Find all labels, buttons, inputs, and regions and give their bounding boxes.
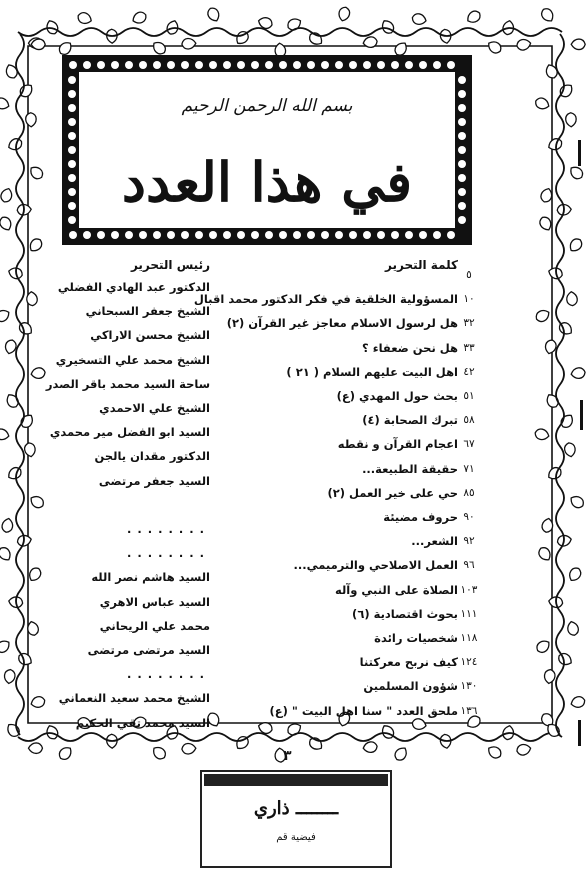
- frame-dot: [167, 231, 175, 239]
- vine-leaf-icon: [307, 735, 324, 752]
- toc-entry: [218, 675, 480, 697]
- vine-leaf-icon: [556, 651, 573, 667]
- toc-entry: [218, 579, 480, 601]
- frame-dot: [125, 231, 133, 239]
- frame-dot: [279, 61, 287, 69]
- frame-dot: [111, 61, 119, 69]
- vine-leaf-icon: [150, 39, 167, 56]
- page-number: ٣: [283, 748, 292, 764]
- vine-leaf-icon: [534, 96, 551, 111]
- frame-dot: [153, 231, 161, 239]
- toc-page-number: ٦٧: [463, 438, 475, 451]
- vine-leaf-icon: [564, 442, 577, 458]
- frame-dot-row: [69, 231, 455, 239]
- frame-dot: [223, 231, 231, 239]
- toc-article-title: كيف نربح معركتنا: [359, 655, 458, 670]
- frame-dot: [363, 231, 371, 239]
- frame-dot: [419, 61, 427, 69]
- frame-dot: [209, 61, 217, 69]
- frame-dot: [391, 231, 399, 239]
- vine-leaf-icon: [5, 721, 22, 738]
- toc-page-number: ٣٣: [463, 341, 475, 354]
- frame-dot: [458, 160, 466, 168]
- frame-dot: [458, 90, 466, 98]
- frame-dot: [458, 216, 466, 224]
- vine-leaf-icon: [559, 412, 576, 429]
- frame-dot: [68, 174, 76, 182]
- header-frame: [62, 55, 472, 245]
- toc-entry: [218, 530, 480, 552]
- vine-leaf-icon: [567, 566, 583, 583]
- toc-article-title: بحث حول المهدي (ع): [336, 389, 458, 403]
- vine-leaf-icon: [0, 215, 13, 232]
- frame-dot: [153, 61, 161, 69]
- frame-dot: [335, 231, 343, 239]
- board-heading: رئيس التحرير: [130, 258, 210, 272]
- board-member-name: السيد محمد تقي الحكيم: [75, 715, 210, 730]
- frame-dot: [68, 76, 76, 84]
- frame-dot: [139, 61, 147, 69]
- frame-dot: [68, 118, 76, 126]
- frame-dot: [433, 61, 441, 69]
- frame-dot: [458, 76, 466, 84]
- toc-page-number: ١١١: [460, 607, 478, 620]
- frame-dot: [69, 61, 77, 69]
- toc-page-number: ٥٨: [463, 414, 475, 427]
- toc-entry: [218, 482, 480, 504]
- vine-leaf-icon: [565, 113, 576, 127]
- toc-article-title: حروف مضيئة: [383, 510, 458, 524]
- frame-dot: [458, 132, 466, 140]
- vine-leaf-icon: [539, 6, 556, 23]
- vine-leaf-icon: [571, 39, 585, 50]
- vine-leaf-icon: [0, 96, 11, 111]
- vine-leaf-icon: [182, 38, 197, 49]
- frame-dot: [68, 90, 76, 98]
- vine-leaf-icon: [45, 19, 60, 36]
- frame-dot: [307, 231, 315, 239]
- toc-page-number: ٣٢: [463, 317, 475, 330]
- toc-page-number: ٨٥: [463, 486, 475, 499]
- board-member: [32, 663, 210, 685]
- vine-leaf-icon: [570, 367, 585, 379]
- vine-leaf-icon: [150, 744, 167, 761]
- frame-dot: [181, 231, 189, 239]
- toc-article-title: هل لرسول الاسلام معاجز غير القرآن (٢): [226, 316, 458, 331]
- scan-edge-mark: [578, 720, 581, 746]
- toc-entry: [218, 458, 480, 480]
- board-member-name: ........: [127, 667, 210, 682]
- toc-page-number: ٧١: [463, 462, 475, 475]
- vine-leaf-icon: [6, 465, 23, 481]
- toc-entry: [218, 651, 480, 673]
- frame-dot: [68, 146, 76, 154]
- frame-dot: [139, 231, 147, 239]
- frame-dot: [391, 61, 399, 69]
- toc-article-title: شخصيات رائدة: [374, 631, 458, 645]
- board-member: [32, 445, 210, 467]
- frame-dot: [68, 202, 76, 210]
- frame-dot: [349, 231, 357, 239]
- frame-dot: [68, 104, 76, 112]
- library-stamp: [200, 770, 392, 868]
- vine-leaf-icon: [1, 518, 14, 534]
- toc-entry: [218, 312, 480, 334]
- toc-entry: [218, 506, 480, 528]
- vine-leaf-icon: [0, 638, 12, 655]
- vine-leaf-icon: [566, 291, 578, 306]
- frame-dot: [349, 61, 357, 69]
- frame-dot: [251, 61, 259, 69]
- vine-leaf-icon: [0, 187, 14, 204]
- vine-leaf-icon: [31, 39, 45, 50]
- toc-entry: [218, 700, 480, 722]
- vine-leaf-icon: [363, 741, 378, 753]
- board-member: [32, 373, 210, 395]
- vine-leaf-icon: [76, 11, 93, 26]
- frame-dot-row: [68, 76, 76, 224]
- frame-dot: [68, 216, 76, 224]
- board-member: [32, 639, 210, 661]
- frame-dot: [111, 231, 119, 239]
- vine-leaf-icon: [566, 620, 580, 636]
- vine-leaf-icon: [568, 494, 585, 511]
- vine-leaf-icon: [570, 695, 586, 709]
- vine-leaf-icon: [486, 39, 503, 56]
- vine-leaf-icon: [465, 9, 482, 25]
- frame-dot: [68, 132, 76, 140]
- board-member-name: الشيخ جعفر السبحاني: [85, 304, 210, 319]
- vine-leaf-icon: [411, 13, 427, 26]
- board-member: [32, 470, 210, 492]
- frame-dot: [433, 231, 441, 239]
- board-member-name: محمد علي الريحاني: [99, 618, 210, 633]
- toc-entry: [218, 337, 480, 359]
- toc-article-title: الشعر...: [411, 534, 458, 549]
- board-member-name: السيد ابو الفضل مير محمدي: [49, 425, 210, 440]
- toc-article-title: العمل الاصلاحي والترميمي...: [293, 558, 458, 573]
- toc-entry: [218, 385, 480, 407]
- frame-dot: [68, 188, 76, 196]
- vine-leaf-icon: [0, 428, 10, 441]
- vine-leaf-icon: [538, 215, 554, 232]
- vine-leaf-icon: [547, 137, 564, 152]
- frame-dot: [458, 146, 466, 154]
- frame-dot: [83, 231, 91, 239]
- toc-article-title: هل نحن ضعفاء ؟: [362, 340, 458, 355]
- frame-dot: [209, 231, 217, 239]
- frame-dot: [321, 61, 329, 69]
- frame-dot: [68, 160, 76, 168]
- board-member: [32, 542, 210, 564]
- vine-leaf-icon: [534, 428, 550, 441]
- stamp-top-bar: [204, 774, 388, 786]
- frame-dot: [181, 61, 189, 69]
- vine-leaf-icon: [337, 6, 351, 22]
- toc-page-number: ١٣٠: [460, 680, 478, 693]
- frame-dot: [405, 231, 413, 239]
- board-member-name: الشيخ محسن الاراكي: [90, 328, 210, 343]
- board-member: [32, 712, 210, 734]
- stamp-text-line-2: فيضية قم: [276, 832, 316, 843]
- frame-dot: [293, 61, 301, 69]
- scan-edge-mark: [580, 400, 583, 430]
- vine-leaf-icon: [131, 10, 148, 25]
- vine-leaf-icon: [28, 743, 42, 754]
- toc-entry: [218, 409, 480, 431]
- frame-dot: [69, 231, 77, 239]
- vine-leaf-icon: [516, 743, 532, 756]
- frame-dot: [321, 231, 329, 239]
- frame-dot: [335, 61, 343, 69]
- toc-page-number: ٥١: [463, 390, 475, 402]
- board-member-name: ساحة السيد محمد باقر الصدر: [45, 376, 210, 391]
- frame-dot: [265, 231, 273, 239]
- board-member-name: الدكتور مقدان يالجن: [94, 449, 210, 464]
- vine-leaf-icon: [534, 638, 552, 655]
- vine-leaf-icon: [0, 308, 11, 324]
- vine-leaf-icon: [28, 164, 45, 181]
- board-member-name: الشيخ محمد علي التسخيري: [55, 352, 210, 367]
- vine-leaf-icon: [516, 38, 532, 51]
- frame-dot: [377, 61, 385, 69]
- frame-dot: [97, 231, 105, 239]
- vine-leaf-icon: [307, 30, 324, 47]
- toc-entry: [218, 603, 480, 625]
- frame-dot: [97, 61, 105, 69]
- vine-leaf-icon: [567, 236, 584, 253]
- board-member-name: ........: [127, 522, 210, 536]
- vine-leaf-icon: [486, 744, 503, 761]
- frame-dot: [419, 231, 427, 239]
- toc-entry: [218, 627, 480, 649]
- toc-entry: [218, 433, 480, 455]
- vine-leaf-icon: [57, 745, 74, 762]
- toc-page-number: ٩٢: [463, 535, 475, 548]
- stamp-text-line-1: ــــــــ ذاري: [253, 798, 339, 819]
- toc-page-number: ١٣٦: [460, 704, 478, 717]
- frame-dot: [195, 231, 203, 239]
- vine-leaf-icon: [206, 6, 222, 23]
- vine-leaf-icon: [25, 113, 36, 127]
- board-member: [32, 421, 210, 443]
- toc-page-number: ٩٦: [463, 559, 475, 572]
- vine-leaf-icon: [0, 545, 13, 562]
- toc-article-title: اعجام القرآن و نقطه: [337, 437, 458, 452]
- board-member-name: الدكتور عبد الهادي الفضلي: [57, 280, 210, 294]
- toc-article-title: شؤون المسلمين: [363, 679, 458, 694]
- frame-dot-row: [458, 76, 466, 224]
- toc-article-title: بحوث اقتصادية (٦): [352, 606, 458, 621]
- board-member-name: الشيخ علي الاحمدي: [99, 401, 210, 415]
- board-member: [32, 615, 210, 637]
- board-member: [32, 687, 210, 709]
- board-member: [32, 300, 210, 322]
- toc-article-title: الصلاة على النبي وآله: [335, 582, 458, 597]
- frame-dot: [377, 231, 385, 239]
- board-member-name: ........: [127, 546, 210, 561]
- vine-leaf-icon: [544, 669, 556, 684]
- toc-entry: [218, 554, 480, 576]
- board-member-name: السيد عباس الاهري: [99, 594, 210, 609]
- scan-edge-mark: [578, 140, 581, 166]
- issue-title: في هذا العدد: [121, 150, 413, 214]
- vine-leaf-icon: [27, 236, 44, 253]
- board-member: [32, 397, 210, 419]
- toc-page-number: ٥: [466, 269, 472, 281]
- frame-dot: [458, 174, 466, 182]
- toc-page-number: ١١٨: [460, 632, 478, 644]
- basmala: بسم الله الرحمن الرحيم: [181, 96, 353, 116]
- frame-dot: [458, 118, 466, 126]
- toc-page-number: ١٠٣: [460, 583, 478, 596]
- frame-dot: [167, 61, 175, 69]
- board-member-name: السيد مرتضى مرتضى: [87, 643, 210, 657]
- board-member-name: السيد جعفر مرتضى: [98, 473, 210, 488]
- frame-dot: [405, 61, 413, 69]
- board-member: [32, 518, 210, 540]
- board-member-name: الشيخ محمد سعيد النعماني: [58, 691, 210, 706]
- vine-leaf-icon: [7, 137, 24, 152]
- board-member: [32, 276, 210, 298]
- toc-article-title: حي على خير العمل (٢): [327, 485, 458, 500]
- frame-dot: [265, 61, 273, 69]
- toc-article-title: تبرك الصحابة (٤): [362, 413, 458, 428]
- toc-page-number: ١٢٤: [460, 656, 478, 669]
- vine-leaf-icon: [534, 308, 551, 324]
- vine-leaf-icon: [380, 18, 396, 35]
- frame-dot: [223, 61, 231, 69]
- frame-dot: [251, 231, 259, 239]
- vine-leaf-icon: [568, 164, 585, 181]
- frame-dot: [458, 104, 466, 112]
- frame-dot: [447, 231, 455, 239]
- toc-entry: [218, 264, 480, 286]
- board-member-name: السيد هاشم نصر الله: [91, 570, 210, 585]
- vine-leaf-icon: [393, 745, 410, 762]
- frame-dot: [447, 61, 455, 69]
- toc-article-title: اهل البيت عليهم السلام ( ٢١ ): [286, 364, 458, 379]
- toc-entry: [218, 361, 480, 383]
- board-member: [32, 494, 210, 516]
- frame-dot: [293, 231, 301, 239]
- frame-dot: [195, 61, 203, 69]
- frame-dot: [237, 231, 245, 239]
- frame-dot: [458, 188, 466, 196]
- toc-page-number: ٤٢: [463, 365, 475, 378]
- frame-dot: [307, 61, 315, 69]
- toc-entry: [193, 288, 480, 310]
- vine-leaf-icon: [182, 743, 197, 754]
- vine-leaf-icon: [4, 669, 16, 684]
- frame-dot: [237, 61, 245, 69]
- vine-leaf-icon: [536, 545, 553, 562]
- vine-leaf-icon: [546, 465, 563, 481]
- frame-dot: [83, 61, 91, 69]
- toc-page-number: ٩٠: [463, 511, 475, 523]
- frame-dot: [458, 202, 466, 210]
- frame-dot: [125, 61, 133, 69]
- vine-leaf-icon: [380, 723, 396, 740]
- board-member: [32, 566, 210, 588]
- frame-dot-row: [69, 61, 455, 69]
- toc-page-number: ١٠: [463, 293, 475, 306]
- frame-dot: [279, 231, 287, 239]
- toc-article-title: المسؤولية الخلقية في فكر الدكتور محمد اقبال: [193, 292, 458, 307]
- board-member: [32, 349, 210, 371]
- board-member: [32, 324, 210, 346]
- toc-article-title: ملحق العدد " سنا اهل البيت " (ع): [269, 703, 458, 718]
- toc-article-title: حقيقة الطبيعة...: [362, 461, 458, 476]
- toc-heading-text: كلمة التحرير: [385, 258, 458, 272]
- frame-dot: [363, 61, 371, 69]
- board-member: [32, 591, 210, 613]
